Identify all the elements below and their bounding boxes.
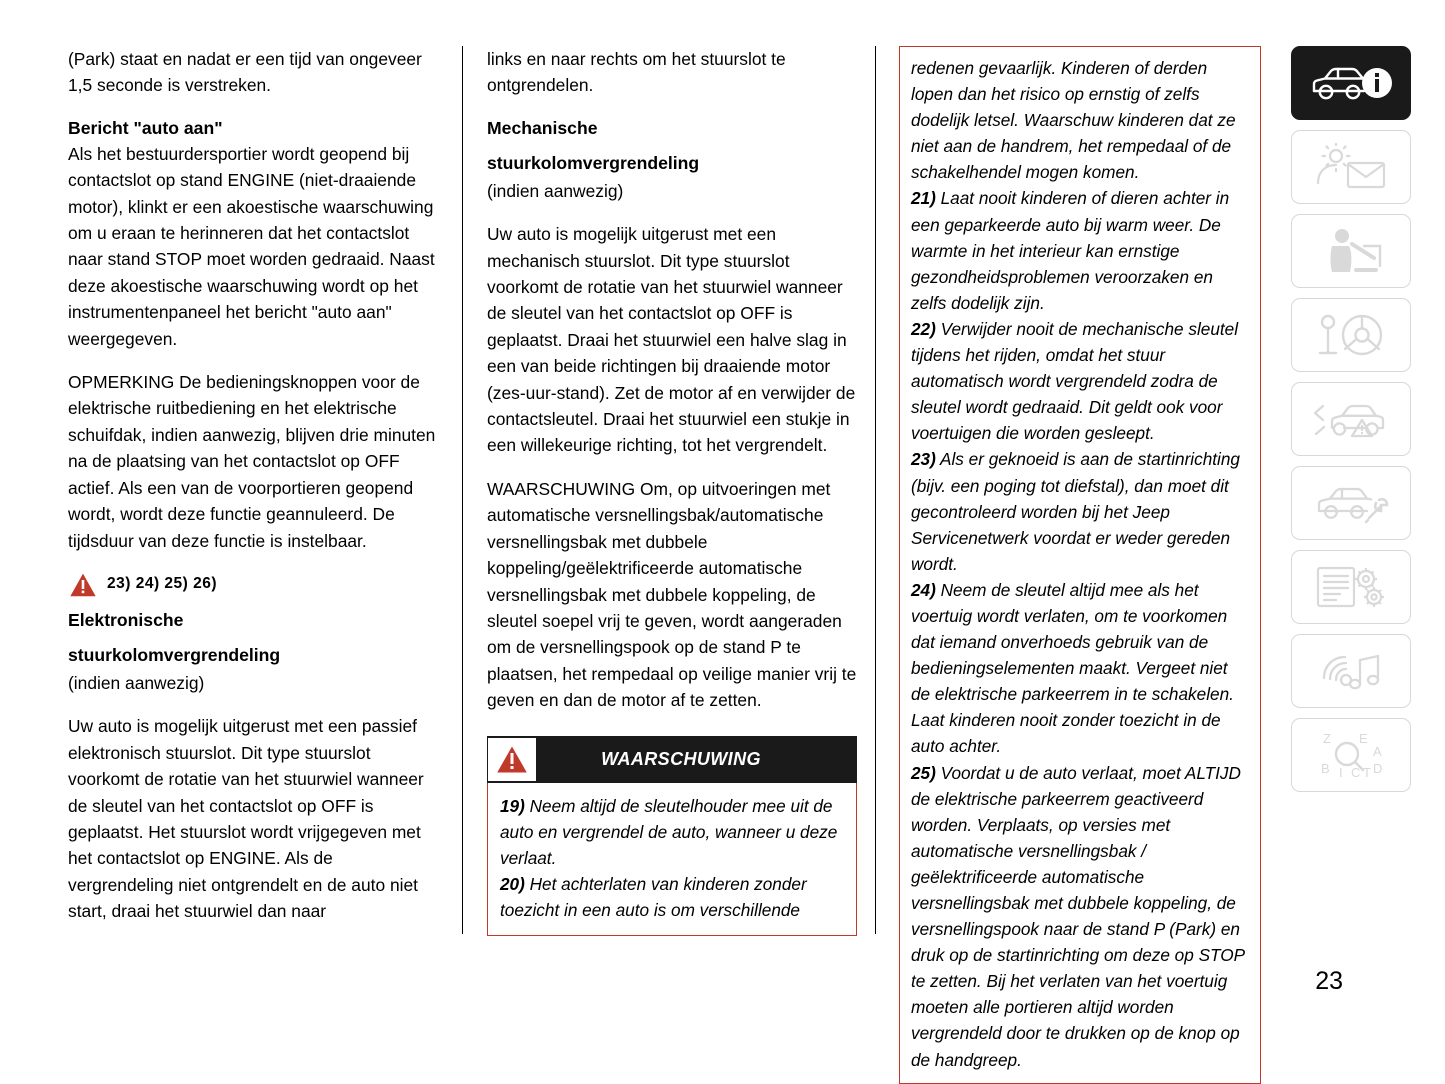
- multimedia-audio-icon: [1316, 648, 1386, 694]
- svg-text:C: C: [1351, 765, 1361, 780]
- warning-triangle-icon: [488, 738, 536, 781]
- section-heading-line1: Mechanische: [487, 117, 598, 138]
- paragraph: Als het bestuurdersportier wordt geopend bij contactslot op stand ENGINE (niet-draaiende motor), klinkt er een akoestische waarschuwing om u eraan te herinneren dat het contactslot naar stand STOP moet worden gedraaid. Naast deze akoestische waarschuwing wordt op het instrumentenpaneel het bericht "auto aan" weergegeven.: [68, 143, 435, 349]
- warning-banner: [487, 736, 857, 783]
- warning-item-text: Als er geknoeid is aan de startinrichting (bijv. een poging tot diefstal), dan moet dit gecontroleerd worden bij het Jeep Servicenetwerk voordat er weder gereden wordt.: [911, 449, 1240, 574]
- steering-wheel-icon: [1314, 311, 1388, 359]
- warning-item: [911, 316, 1249, 446]
- warning-item-number: 25): [911, 762, 936, 783]
- warning-item: [911, 185, 1249, 315]
- paragraph: Uw auto is mogelijk uitgerust met een passief elektronisch stuurslot. Dit type stuurslot voorkomt de rotatie van het stuurwiel wanneer de sleutel van het contactslot op OFF is geplaatst. Het stuurslot wordt vrijgegeven met het contactslot op ENGINE. Als de vergrendeling niet ontgrendelt en de auto niet start, draai het stuurwiel dan naar: [68, 716, 424, 922]
- car-info-icon: [1308, 61, 1394, 105]
- sidebar-item-safety[interactable]: [1291, 214, 1411, 288]
- section-heading-line1: Elektronische: [68, 609, 184, 630]
- warning-item-number: 20): [500, 873, 525, 894]
- specifications-gear-icon: [1314, 563, 1388, 611]
- warning-item-text: Het achterlaten van kinderen zonder toezicht in een auto is om verschillende: [500, 873, 807, 920]
- page-number: 23: [1315, 967, 1343, 995]
- paragraph: OPMERKING De bedieningsknoppen voor de elektrische ruitbediening en het elektrische schuifdak, indien aanwezig, blijven drie minuten na de plaatsing van het contactslot op OFF actief. Als een van de voorportieren geopend wordt, wordt deze functie geannuleerd. De tijdsduur van deze functie is instelbaar.: [68, 372, 436, 551]
- svg-text:B: B: [1321, 761, 1330, 776]
- warning-item: [500, 793, 844, 871]
- warning-item-text: Voordat u de auto verlaat, moet ALTIJD de elektrische parkeerrem geactiveerd worden. Verplaats, op versies met automatische versnellingsbak / geëlektrificeerde automatische versnellingsbak met dubbele koppeling, de versnellingspook naar de stand P (Park) en druk op de startinrichting om deze op STOP te zetten. Bij het verlaten van het voertuig moeten alle portieren altijd worden vergrendeld door te drukken op de knop op de handgreep.: [911, 762, 1245, 1070]
- warning-item-text: Neem de sleutel altijd mee als het voertuig wordt verlaten, om te voorkomen dat iemand onverhoeds gebruik van de bedieningselementen maakt. Vergeet niet de elektrische parkeerrem in te schakelen. Laat kinderen nooit zonder toezicht in de auto achter.: [911, 579, 1234, 757]
- svg-text:A: A: [1373, 744, 1382, 759]
- paragraph: WAARSCHUWING Om, op uitvoeringen met automatische versnellingsbak/automatische versnellingsbak met dubbele koppeling/geëlektrificeerde automatische versnellingsbak met dubbele koppeling, de sleutel soepel vrij te geven, wordt aangeraden om de versnellingspook op de stand P te plaatsen, het rempedaal op veilige manier vrij te geven en dan de motor af te zetten.: [487, 478, 857, 711]
- warning-continuation-box: [899, 46, 1261, 1084]
- warning-reference-group: [68, 571, 440, 598]
- sidebar-item-emergency[interactable]: [1291, 382, 1411, 456]
- warning-item: [911, 760, 1249, 1073]
- section-heading: Bericht "auto aan": [68, 117, 223, 138]
- warning-item-text: Verwijder nooit de mechanische sleutel tijdens het rijden, omdat het stuur automatisch wordt vergrendeld zodra de sleutel wordt gedraaid. Dit geldt ook voor voertuigen die worden gesleept.: [911, 318, 1239, 444]
- sidebar-item-service-maintenance[interactable]: [1291, 466, 1411, 540]
- paragraph: (indien aanwezig): [487, 180, 624, 201]
- warning-banner-body: [487, 783, 857, 936]
- svg-text:T: T: [1363, 765, 1371, 780]
- seatbelt-safety-icon: [1316, 226, 1386, 276]
- sidebar-item-specifications[interactable]: [1291, 550, 1411, 624]
- warning-triangle-icon: [68, 571, 98, 598]
- car-service-icon: [1311, 480, 1391, 526]
- sidebar-item-multimedia[interactable]: [1291, 634, 1411, 708]
- sidebar-item-dashboard[interactable]: [1291, 130, 1411, 204]
- warning-reference-numbers: 23) 24) 25) 26): [107, 575, 218, 593]
- warning-item: [500, 871, 844, 923]
- svg-text:Z: Z: [1323, 731, 1331, 746]
- warning-item: [911, 446, 1249, 576]
- warning-item-number: 23): [911, 449, 936, 470]
- warning-item-number: 22): [911, 318, 936, 339]
- column-divider-2: [875, 46, 876, 934]
- warning-item-text: Neem altijd de sleutelhouder mee uit de auto en vergrendel de auto, wanneer u deze verlaat.: [500, 795, 838, 868]
- paragraph: Uw auto is mogelijk uitgerust met een mechanisch stuurslot. Dit type stuurslot voorkomt de rotatie van het stuurwiel wanneer de sleutel van het contactslot op OFF is geplaatst. Draai het stuurwiel een halve slag in een van beide richtingen bij draaiende motor (zes-uur-stand). Zet de motor af en verwijder de contactsleutel. Draai het stuurwiel een stukje in een willekeurige richting, tot het vergrendelt.: [487, 224, 856, 456]
- svg-text:D: D: [1373, 761, 1383, 776]
- paragraph: (indien aanwezig): [68, 672, 205, 693]
- svg-text:E: E: [1359, 731, 1368, 746]
- warning-item-text: Laat nooit kinderen of dieren achter in een geparkeerde auto bij warm weer. De warmte in het interieur kan ernstige gezondheidsproblemen veroorzaken en zelfs dodelijk zijn.: [911, 188, 1230, 313]
- paragraph: (Park) staat en nadat er een tijd van ongeveer 1,5 seconde is verstreken.: [68, 49, 422, 96]
- section-heading-line2: stuurkolomvergrendeling: [68, 644, 281, 665]
- sidebar-item-alphabetical-index[interactable]: [1291, 718, 1411, 792]
- chapter-tab-rail: [1291, 46, 1411, 802]
- warning-item-number: 21): [911, 188, 936, 209]
- section-heading-line2: stuurkolomvergrendeling: [487, 152, 700, 173]
- warning-item-text: redenen gevaarlijk. Kinderen of derden lopen dan het risico op ernstig of zelfs dodelijk letsel. Waarschuw kinderen dat ze niet aan de handrem, het rempedaal of de schakelhendel mogen komen.: [911, 58, 1236, 183]
- warning-item-number: 19): [500, 795, 525, 816]
- sidebar-item-car-info[interactable]: [1291, 46, 1411, 120]
- warning-item: [911, 577, 1249, 760]
- dashboard-mail-icon: [1312, 143, 1390, 191]
- warning-item-number: 24): [911, 579, 936, 600]
- sidebar-item-starting-driving[interactable]: [1291, 298, 1411, 372]
- warning-banner-title: WAARSCHUWING: [601, 748, 761, 769]
- car-warning-icon: [1310, 396, 1392, 442]
- text-column-2: [487, 46, 857, 936]
- text-column-1: [68, 46, 440, 942]
- svg-text:I: I: [1339, 765, 1343, 780]
- paragraph: links en naar rechts om het stuurslot te ontgrendelen.: [487, 49, 786, 96]
- alphabetical-index-icon: [1313, 729, 1389, 781]
- column-divider-1: [462, 46, 463, 934]
